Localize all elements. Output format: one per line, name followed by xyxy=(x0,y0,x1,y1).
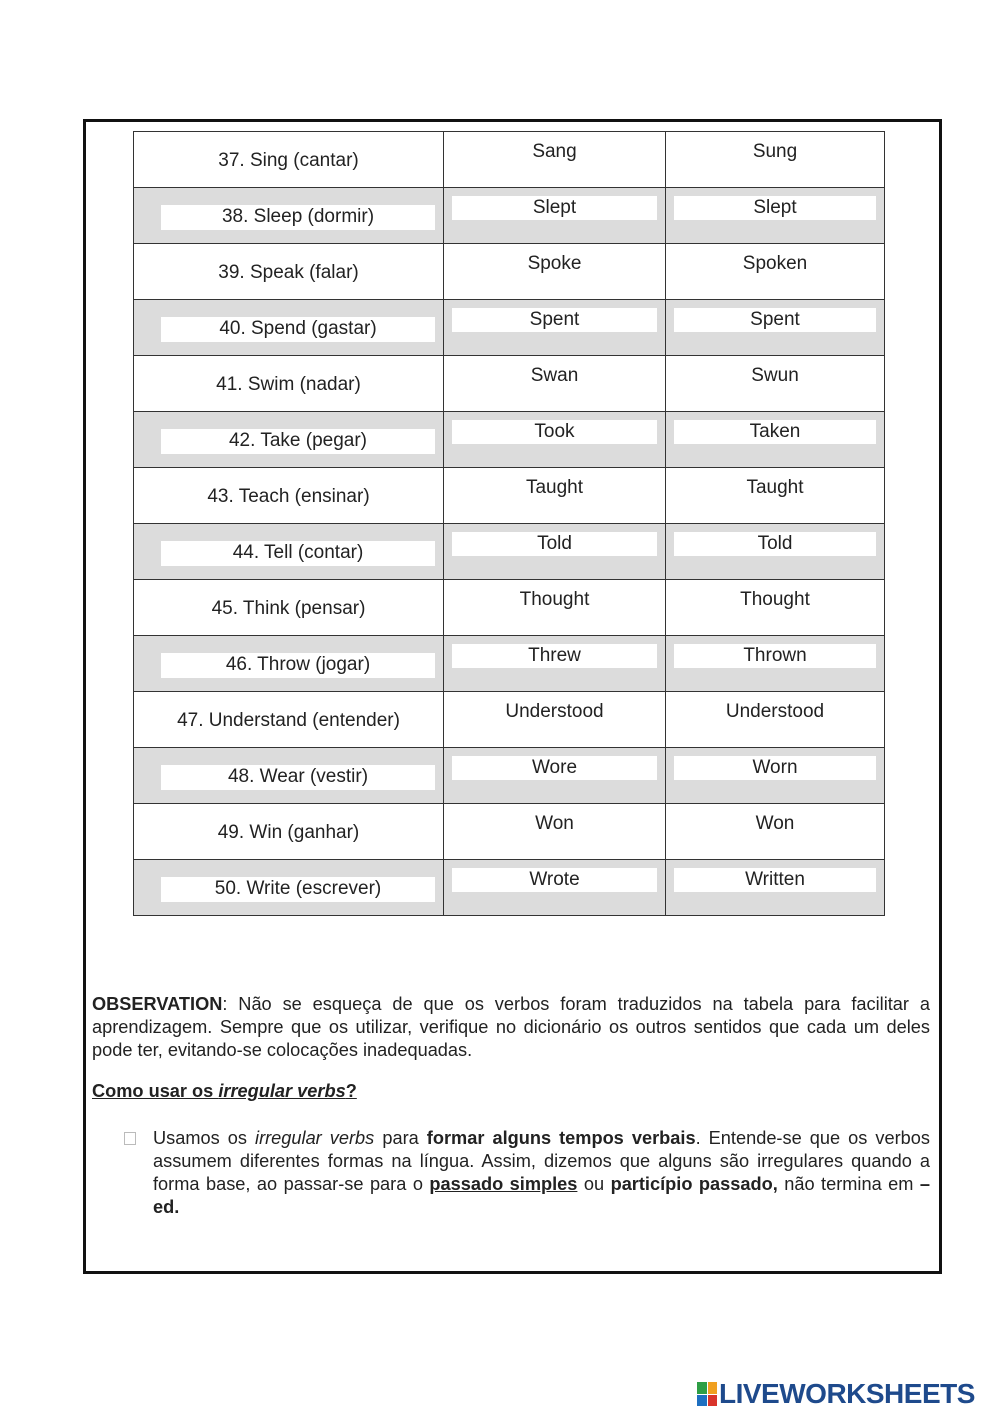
base-form-cell-text: 41. Swim (nadar) xyxy=(216,374,361,395)
base-form-cell-text: 49. Win (ganhar) xyxy=(217,822,360,843)
past-simple-cell xyxy=(444,412,666,468)
past-participle-cell-text: Spent xyxy=(750,309,800,330)
base-form-cell-text: 42. Take (pegar) xyxy=(228,430,367,451)
past-participle-cell xyxy=(666,580,885,636)
past-simple-cell-text: Threw xyxy=(528,645,581,666)
base-form-cell xyxy=(134,356,444,412)
past-participle-cell xyxy=(666,860,885,916)
table-row xyxy=(134,300,885,356)
past-participle-cell-text: Thought xyxy=(740,589,810,610)
base-form-cell-text: 38. Sleep (dormir) xyxy=(221,206,375,227)
base-form-cell xyxy=(134,580,444,636)
past-participle-cell xyxy=(666,244,885,300)
past-simple-cell xyxy=(444,468,666,524)
past-simple-cell-text: Told xyxy=(537,533,572,554)
bullet-text-part: ou xyxy=(577,1174,611,1194)
past-participle-cell xyxy=(666,804,885,860)
table-row xyxy=(134,636,885,692)
base-form-cell xyxy=(134,132,444,188)
past-participle-cell-text: Taken xyxy=(749,421,801,442)
past-participle-cell xyxy=(666,412,885,468)
table-row xyxy=(134,860,885,916)
bullet-text-part: . Entende-se que os verbos assumem diferentes formas na língua. Assim, dizemos que alguns são irregulares quando a forma base, ao passar-se para o xyxy=(153,1128,930,1194)
base-form-cell xyxy=(134,524,444,580)
past-simple-cell-text: Won xyxy=(535,813,574,834)
how-to-suffix: ? xyxy=(345,1081,357,1101)
past-participle-cell-text: Thrown xyxy=(743,645,807,666)
base-form-cell-text: 39. Speak (falar) xyxy=(218,262,359,283)
bullet-square-icon xyxy=(124,1132,136,1145)
past-simple-cell xyxy=(444,356,666,412)
irregular-verbs-table xyxy=(133,131,885,916)
past-simple-cell-text: Swan xyxy=(530,365,579,386)
observation-paragraph xyxy=(92,993,930,1062)
past-simple-cell-text: Taught xyxy=(525,477,584,498)
observation-label: OBSERVATION xyxy=(92,994,223,1014)
observation-text: : Não se esqueça de que os verbos foram traduzidos na tabela para facilitar a aprendizagem. Sempre que os utilizar, verifique no dicionário os outros sentidos que cada um deles pode ter, evitando-se colocações inadequadas. xyxy=(92,994,930,1060)
past-participle-cell-text: Swun xyxy=(751,365,799,386)
past-simple-cell-text: Spent xyxy=(529,309,580,330)
base-form-cell xyxy=(134,468,444,524)
base-form-cell-text: 45. Think (pensar) xyxy=(211,598,366,619)
past-simple-cell xyxy=(444,188,666,244)
past-participle-cell xyxy=(666,748,885,804)
bullet-text-bold: formar alguns tempos verbais xyxy=(426,1128,696,1148)
past-simple-cell-text: Wrote xyxy=(529,869,580,890)
past-participle-cell xyxy=(666,636,885,692)
past-participle-cell-text: Slept xyxy=(753,197,797,218)
past-simple-cell xyxy=(444,860,666,916)
table-row xyxy=(134,188,885,244)
base-form-cell-text: 50. Write (escrever) xyxy=(214,878,382,899)
base-form-cell xyxy=(134,188,444,244)
past-participle-cell-text: Told xyxy=(757,533,793,554)
past-participle-cell xyxy=(666,468,885,524)
past-simple-cell xyxy=(444,580,666,636)
past-simple-cell xyxy=(444,132,666,188)
table-row xyxy=(134,804,885,860)
logo-square xyxy=(708,1395,718,1407)
liveworksheets-logo-icon xyxy=(697,1382,717,1406)
base-form-cell-text: 40. Spend (gastar) xyxy=(219,318,377,339)
base-form-cell xyxy=(134,692,444,748)
bullet-text-part: Usamos os xyxy=(153,1128,256,1148)
past-participle-cell-text: Sung xyxy=(752,141,798,162)
table-row xyxy=(134,412,885,468)
liveworksheets-logo[interactable] xyxy=(697,1379,975,1409)
past-simple-cell-text: Spoke xyxy=(527,253,582,274)
past-simple-cell xyxy=(444,524,666,580)
bullet-text-bold-underline: passado simples xyxy=(429,1174,578,1194)
table-row xyxy=(134,524,885,580)
base-form-cell-text: 47. Understand (entender) xyxy=(177,710,400,731)
base-form-cell xyxy=(134,300,444,356)
past-simple-cell xyxy=(444,244,666,300)
base-form-cell-text: 43. Teach (ensinar) xyxy=(207,486,370,507)
past-participle-cell xyxy=(666,300,885,356)
bullet-text xyxy=(153,1127,930,1219)
base-form-cell xyxy=(134,804,444,860)
logo-square xyxy=(697,1395,707,1407)
table-row xyxy=(134,580,885,636)
past-simple-cell xyxy=(444,804,666,860)
bullet-text-italic: irregular verbs xyxy=(255,1128,375,1148)
past-participle-cell xyxy=(666,692,885,748)
table-row xyxy=(134,692,885,748)
bullet-text-bold: particípio passado, xyxy=(610,1174,778,1194)
base-form-cell-text: 48. Wear (vestir) xyxy=(227,766,369,787)
bullet-text-bold: –ed. xyxy=(153,1174,931,1217)
past-participle-cell-text: Spoken xyxy=(742,253,808,274)
base-form-cell xyxy=(134,748,444,804)
base-form-cell-text: 37. Sing (cantar) xyxy=(218,150,359,171)
past-simple-cell-text: Wore xyxy=(531,757,578,778)
how-to-italic: irregular verbs xyxy=(218,1081,346,1101)
past-simple-cell xyxy=(444,748,666,804)
base-form-cell xyxy=(134,412,444,468)
past-simple-cell-text: Understood xyxy=(505,701,604,722)
base-form-cell-text: 46. Throw (jogar) xyxy=(225,654,371,675)
past-participle-cell xyxy=(666,524,885,580)
table-row xyxy=(134,748,885,804)
past-participle-cell xyxy=(666,132,885,188)
past-simple-cell-text: Slept xyxy=(532,197,577,218)
past-participle-cell-text: Understood xyxy=(725,701,825,722)
table-row xyxy=(134,132,885,188)
past-simple-cell xyxy=(444,636,666,692)
base-form-cell xyxy=(134,244,444,300)
past-simple-cell-text: Thought xyxy=(519,589,590,610)
logo-square xyxy=(697,1382,707,1394)
table-row xyxy=(134,356,885,412)
bullet-text-part: para xyxy=(374,1128,427,1148)
table-row xyxy=(134,468,885,524)
past-simple-cell-text: Took xyxy=(534,421,575,442)
logo-text: LIVEWORKSHEETS xyxy=(719,1378,975,1409)
past-simple-cell xyxy=(444,692,666,748)
logo-square xyxy=(708,1382,718,1394)
base-form-cell-text: 44. Tell (contar) xyxy=(232,542,364,563)
past-simple-cell-text: Sang xyxy=(532,141,577,162)
base-form-cell xyxy=(134,636,444,692)
past-participle-cell-text: Worn xyxy=(752,757,798,778)
how-to-heading xyxy=(92,1081,357,1102)
bullet-text-part: não termina em xyxy=(777,1174,920,1194)
past-participle-cell xyxy=(666,188,885,244)
past-participle-cell-text: Taught xyxy=(746,477,804,498)
past-participle-cell-text: Won xyxy=(755,813,795,834)
past-participle-cell-text: Written xyxy=(745,869,805,890)
table-row xyxy=(134,244,885,300)
past-participle-cell xyxy=(666,356,885,412)
how-to-prefix: Como usar os xyxy=(92,1081,219,1101)
past-simple-cell xyxy=(444,300,666,356)
base-form-cell xyxy=(134,860,444,916)
